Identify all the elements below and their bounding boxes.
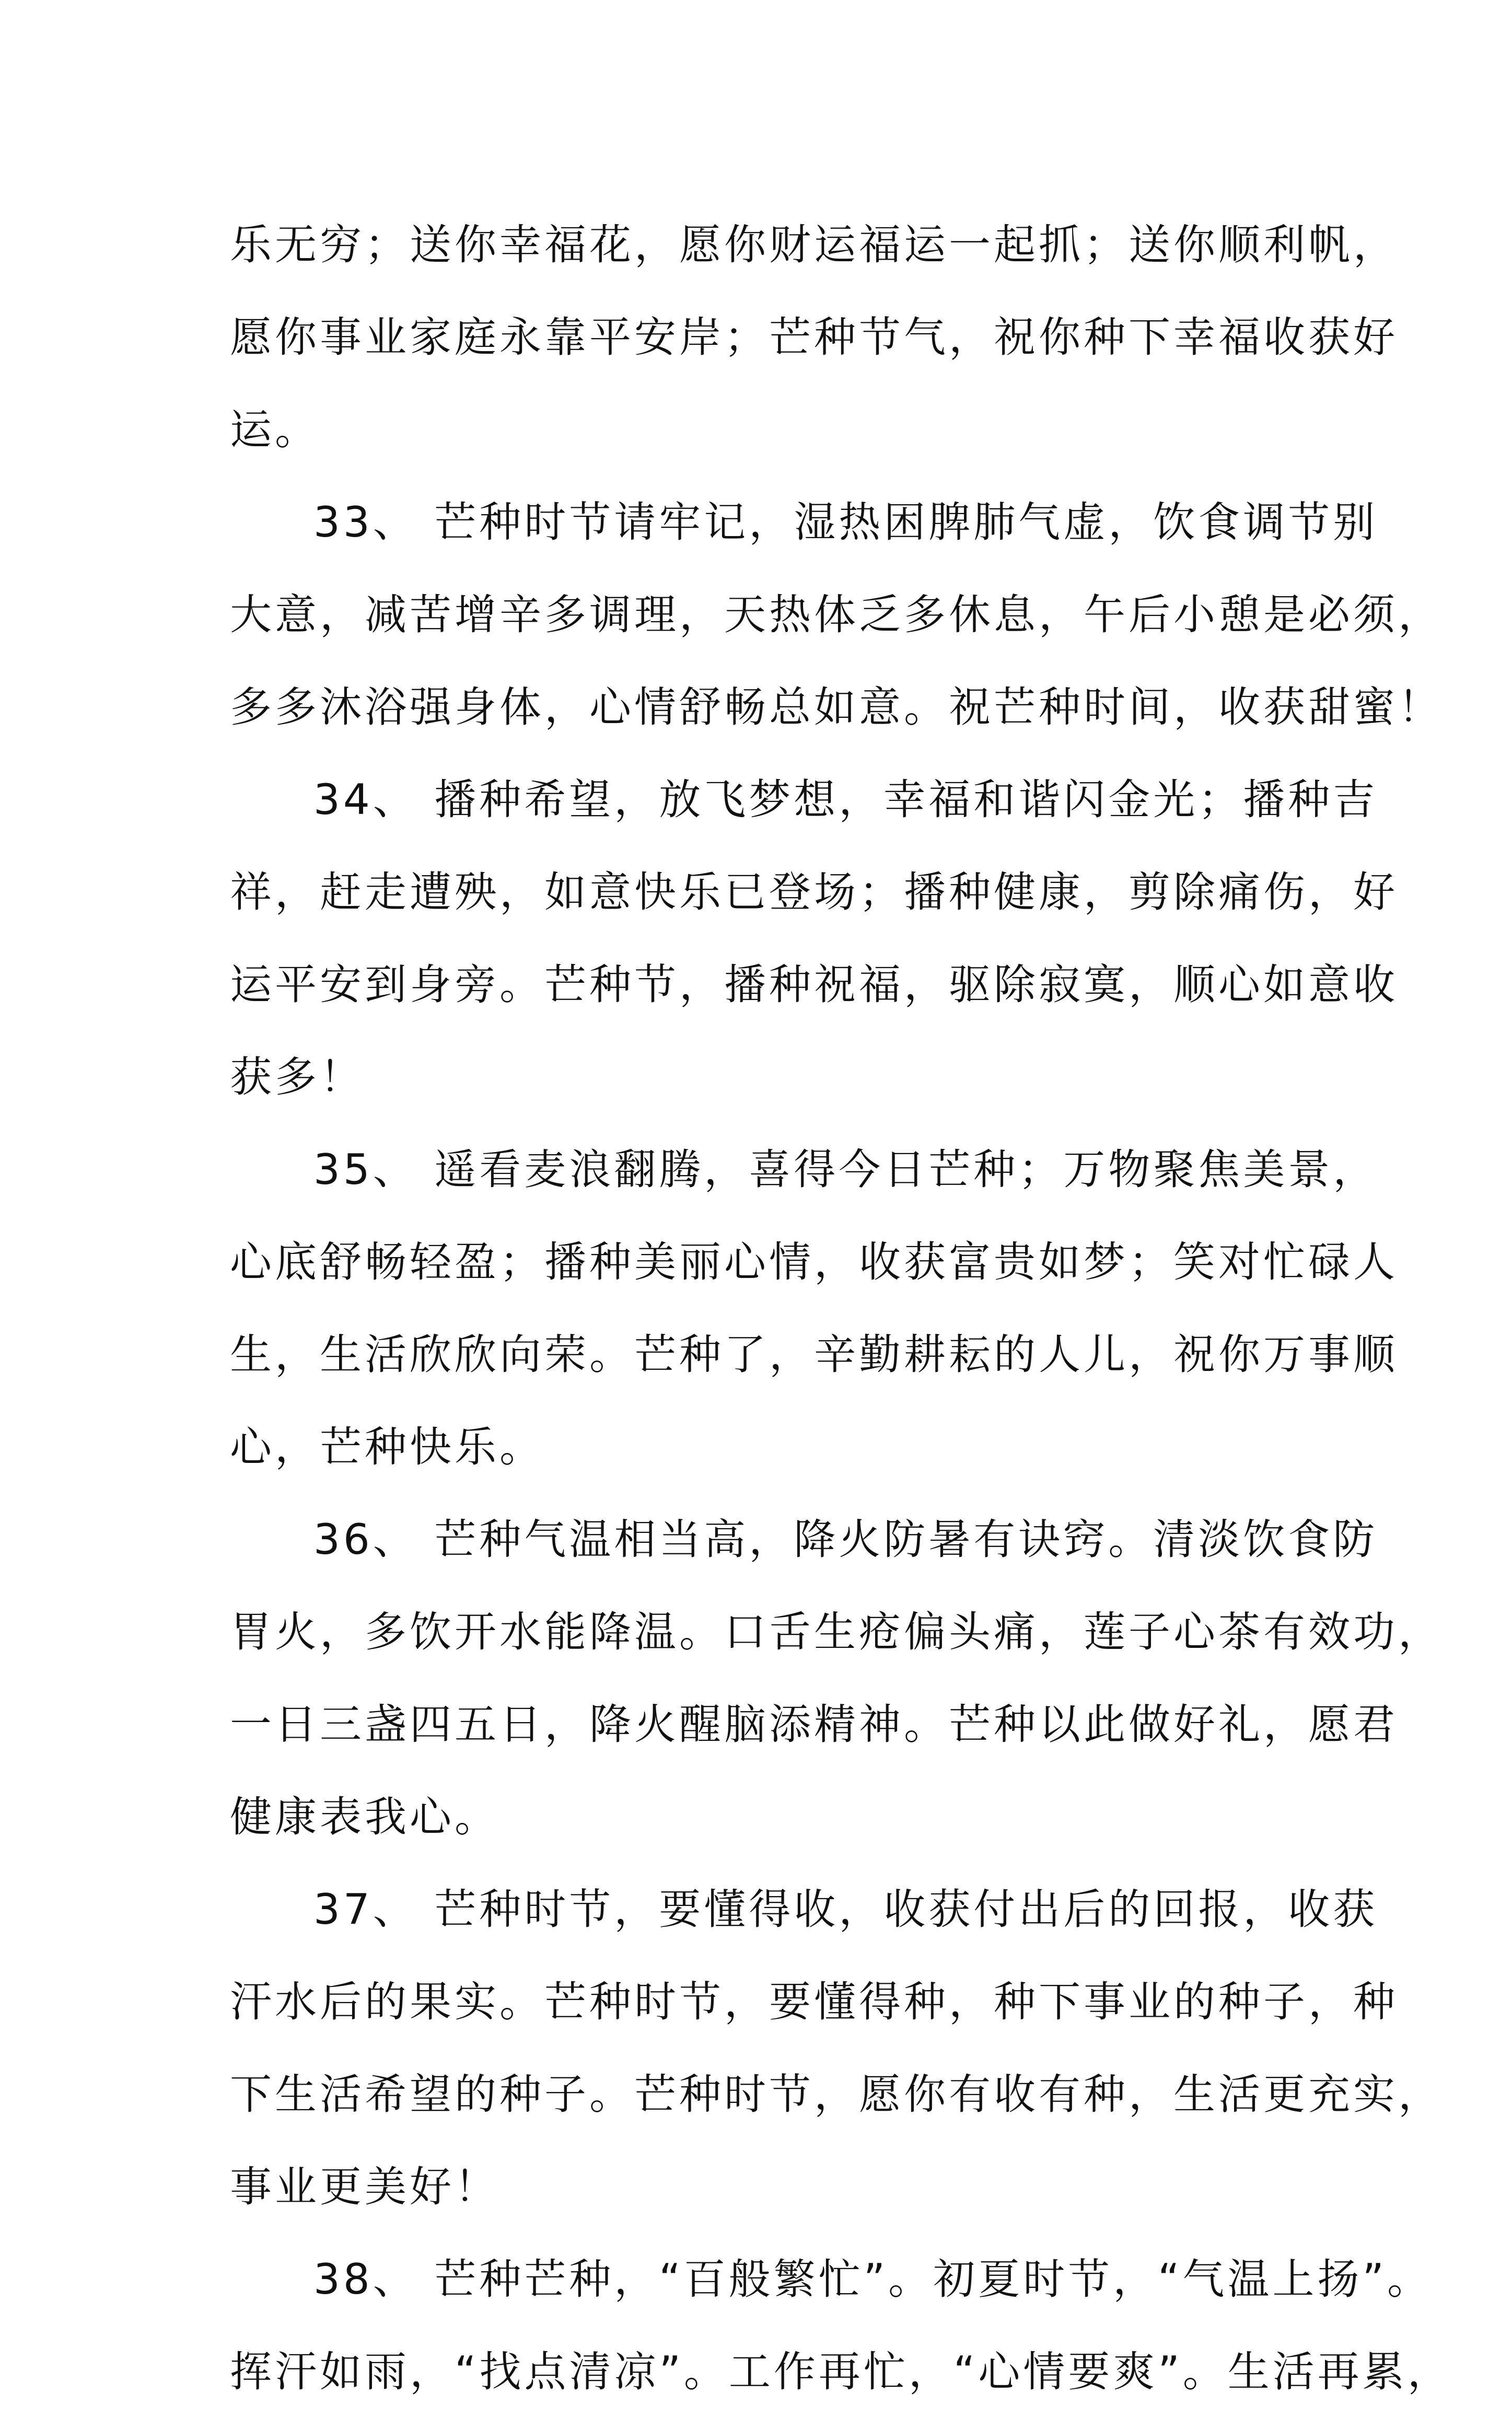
text-line: 胃火，多饮开水能降温。口舌生疮偏头痛，莲子心茶有效功， <box>230 1608 1443 1656</box>
text-line: 一日三盏四五日，降火醒脑添精神。芒种以此做好礼，愿君 <box>230 1700 1398 1749</box>
paragraph-34-start: 34、 播种希望，放飞梦想，幸福和谐闪金光；播种吉 <box>313 775 1378 824</box>
text-line: 愿你事业家庭永靠平安岸；芒种节气，祝你种下幸福收获好 <box>230 313 1398 362</box>
text-line: 健康表我心。 <box>230 1793 499 1841</box>
text-line: 事业更美好！ <box>230 2163 499 2211</box>
text-line: 生，生活欣欣向荣。芒种了，辛勤耕耘的人儿，祝你万事顺 <box>230 1330 1398 1379</box>
text-line: 运平安到身旁。芒种节，播种祝福，驱除寂寞，顺心如意收 <box>230 960 1398 1009</box>
text-line: 心，芒种快乐。 <box>230 1423 544 1471</box>
paragraph-38-start: 38、 芒种芒种，“百般繁忙”。初夏时节，“气温上扬”。 <box>313 2255 1433 2304</box>
text-line: 下生活希望的种子。芒种时节，愿你有收有种，生活更充实， <box>230 2070 1443 2119</box>
text-line: 祥，赶走遭殃，如意快乐已登场；播种健康，剪除痛伤，好 <box>230 868 1398 916</box>
text-line: 多多沐浴强身体，心情舒畅总如意。祝芒种时间，收获甜蜜！ <box>230 683 1443 731</box>
paragraph-33-start: 33、 芒种时节请牢记，湿热困脾肺气虚，饮食调节别 <box>313 498 1378 547</box>
text-line: 获多！ <box>230 1053 365 1101</box>
text-line: 大意，减苦增辛多调理，天热体乏多休息，午后小憩是必须， <box>230 590 1443 639</box>
text-line: 汗水后的果实。芒种时节，要懂得种，种下事业的种子，种 <box>230 1978 1398 2026</box>
paragraph-37-start: 37、 芒种时节，要懂得收，收获付出后的回报，收获 <box>313 1885 1378 1934</box>
paragraph-35-start: 35、 遥看麦浪翻腾，喜得今日芒种；万物聚焦美景， <box>313 1145 1378 1194</box>
text-line: 心底舒畅轻盈；播种美丽心情，收获富贵如梦；笑对忙碌人 <box>230 1238 1398 1286</box>
document-body <box>230 199 1452 2418</box>
text-line: 挥汗如雨，“找点清凉”。工作再忙，“心情要爽”。生活再累， <box>230 2347 1452 2396</box>
text-line: 乐无穷；送你幸福花，愿你财运福运一起抓；送你顺利帆， <box>230 220 1398 269</box>
paragraph-36-start: 36、 芒种气温相当高，降火防暑有诀窍。清淡饮食防 <box>313 1515 1378 1564</box>
text-line: 运。 <box>230 405 320 454</box>
